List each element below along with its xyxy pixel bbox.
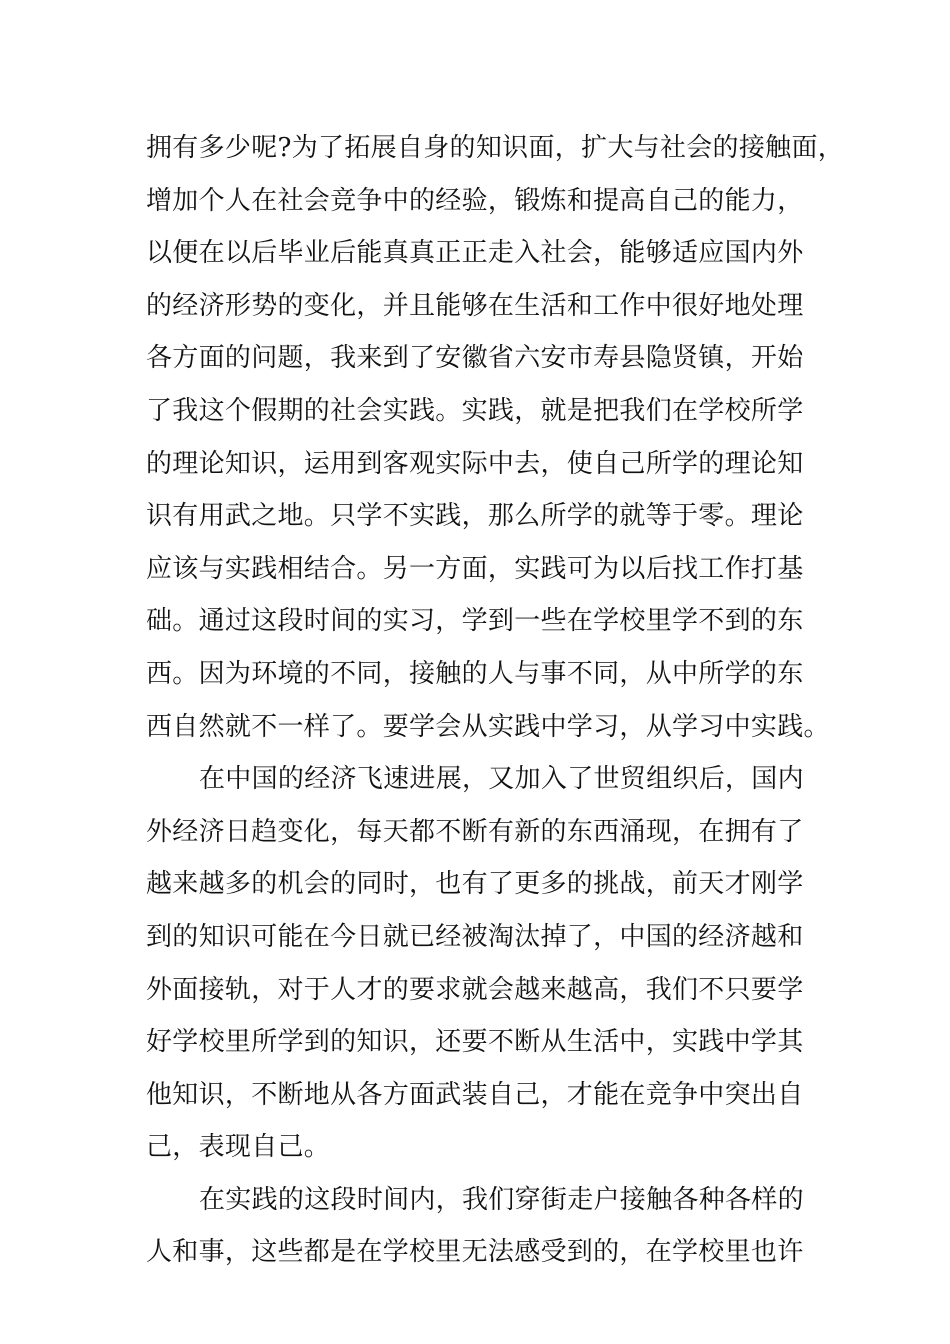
text-line: 各方面的问题，我来到了安徽省六安市寿县隐贤镇，开始 [146,343,804,374]
text-line: 应该与实践相结合。另一方面，实践可为以后找工作打基 [146,553,804,584]
text-line: 外经济日趋变化，每天都不断有新的东西涌现，在拥有了 [146,816,804,847]
text-line: 西自然就不一样了。要学会从实践中学习，从学习中实践。 [146,711,830,742]
text-line: 的经济形势的变化，并且能够在生活和工作中很好地处理 [146,290,804,321]
text-line: 拥有多少呢?为了拓展自身的知识面，扩大与社会的接触面， [146,133,845,163]
text-line: 了我这个假期的社会实践。实践，就是把我们在学校所学 [146,395,804,426]
text-line: 他知识，不断地从各方面武装自己，才能在竞争中突出自 [146,1079,804,1110]
text-line: 越来越多的机会的同时，也有了更多的挑战，前天才刚学 [146,869,804,900]
text-line: 的理论知识，运用到客观实际中去，使自己所学的理论知 [146,448,804,479]
text-line: 己，表现自己。 [146,1132,331,1163]
text-line: 人和事，这些都是在学校里无法感受到的，在学校里也许 [146,1237,804,1268]
text-line: 西。因为环境的不同，接触的人与事不同，从中所学的东 [146,658,804,689]
text-line: 以便在以后毕业后能真真正正走入社会，能够适应国内外 [146,238,804,269]
text-line: 外面接轨，对于人才的要求就会越来越高，我们不只要学 [146,974,804,1005]
paragraph-start-line: 在中国的经济飞速进展，又加入了世贸组织后，国内 [199,764,804,795]
body-text [146,122,846,1279]
text-line: 础。通过这段时间的实习，学到一些在学校里学不到的东 [146,606,804,637]
text-line: 识有用武之地。只学不实践，那么所学的就等于零。理论 [146,501,804,532]
text-line: 增加个人在社会竞争中的经验，锻炼和提高自己的能力， [146,185,804,216]
text-line: 好学校里所学到的知识，还要不断从生活中，实践中学其 [146,1027,804,1058]
text-line: 到的知识可能在今日就已经被淘汰掉了，中国的经济越和 [146,921,804,952]
paragraph-start-line: 在实践的这段时间内，我们穿街走户接触各种各样的 [199,1184,804,1215]
